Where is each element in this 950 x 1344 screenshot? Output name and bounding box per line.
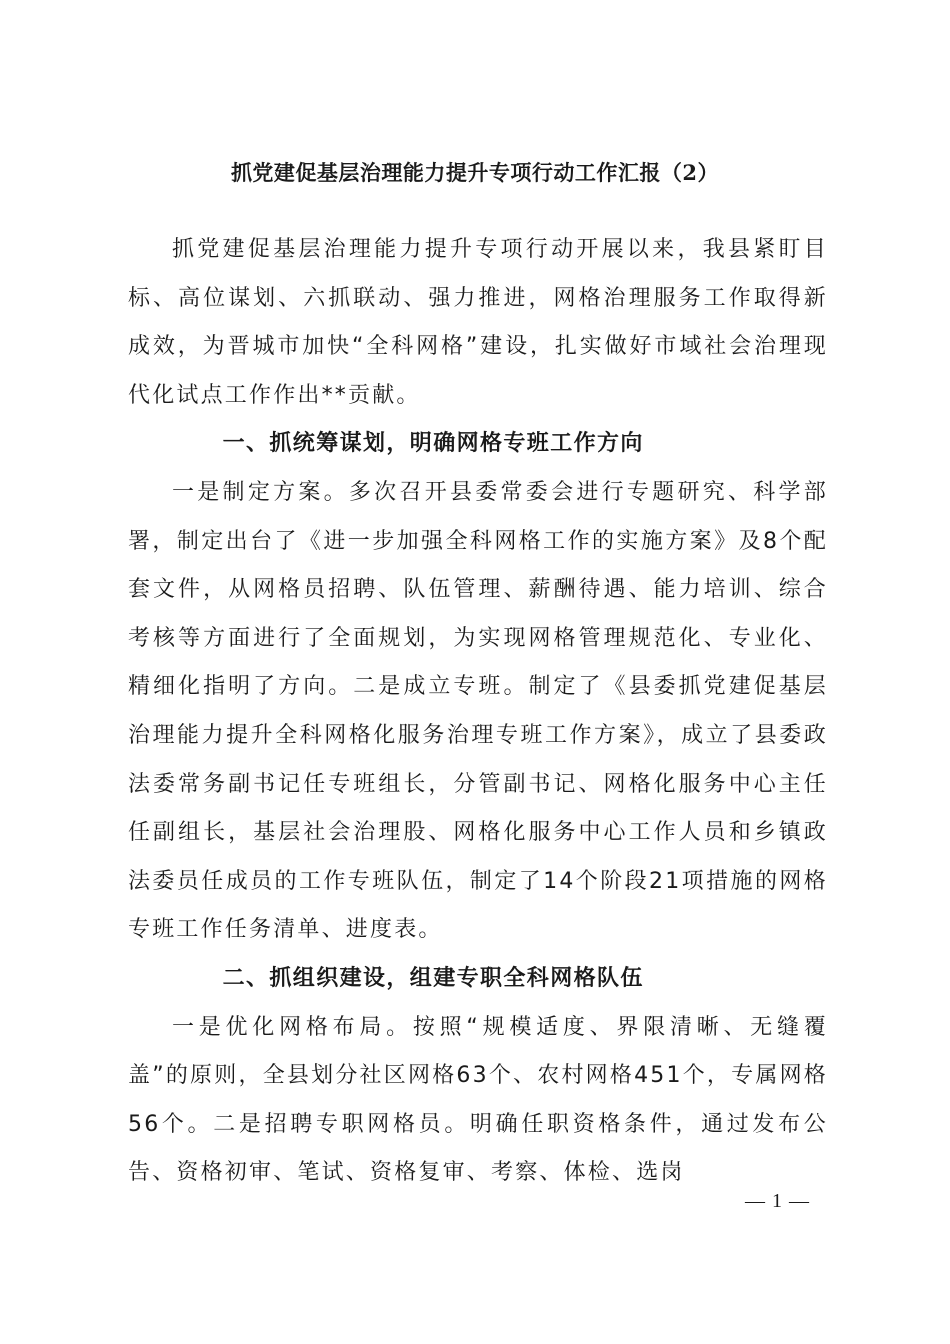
page-number: — 1 — xyxy=(745,1190,810,1212)
intro-paragraph: 抓党建促基层治理能力提升专项行动开展以来，我县紧盯目标、高位谋划、六抓联动、强力推进，网格治理服务工作取得新成效，为晋城市加快“全科网格”建设，扎实做好市域社会治理现代化试点工作作出**贡献。 xyxy=(128,237,828,408)
section-1-body: 一是制定方案。多次召开县委常委会进行专题研究、科学部署，制定出台了《进一步加强全科网格工作的实施方案》及8个配套文件，从网格员招聘、队伍管理、薪酬待遇、能力培训、综合考核等方面进行了全面规划，为实现网格管理规范化、专业化、精细化指明了方向。二是成立专班。制定了《县委抓党建促基层治理能力提升全科网格化服务治理专班工作方案》，成立了县委政法委常务副书记任专班组长，分管副书记、网格化服务中心主任任副组长，基层社会治理股、网格化服务中心工作人员和乡镇政法委员任成员的工作专班队伍，制定了14个阶段21项措施的网格专班工作任务清单、进度表。 xyxy=(128,479,828,943)
document-title: 抓党建促基层治理能力提升专项行动工作汇报（2） xyxy=(230,160,720,185)
section-2-heading: 二、抓组织建设，组建专职全科网格队伍 xyxy=(222,965,644,991)
section-2-body: 一是优化网格布局。按照“规模适度、界限清晰、无缝覆盖”的原则，全县划分社区网格63个、农村网格451个，专属网格56个。二是招聘专职网格员。明确任职资格条件，通过发布公告、资格初审、笔试、资格复审、考察、体检、选岗 xyxy=(128,1014,828,1186)
section-1-heading: 一、抓统筹谋划，明确网格专班工作方向 xyxy=(222,431,644,457)
document-body xyxy=(128,226,828,1198)
